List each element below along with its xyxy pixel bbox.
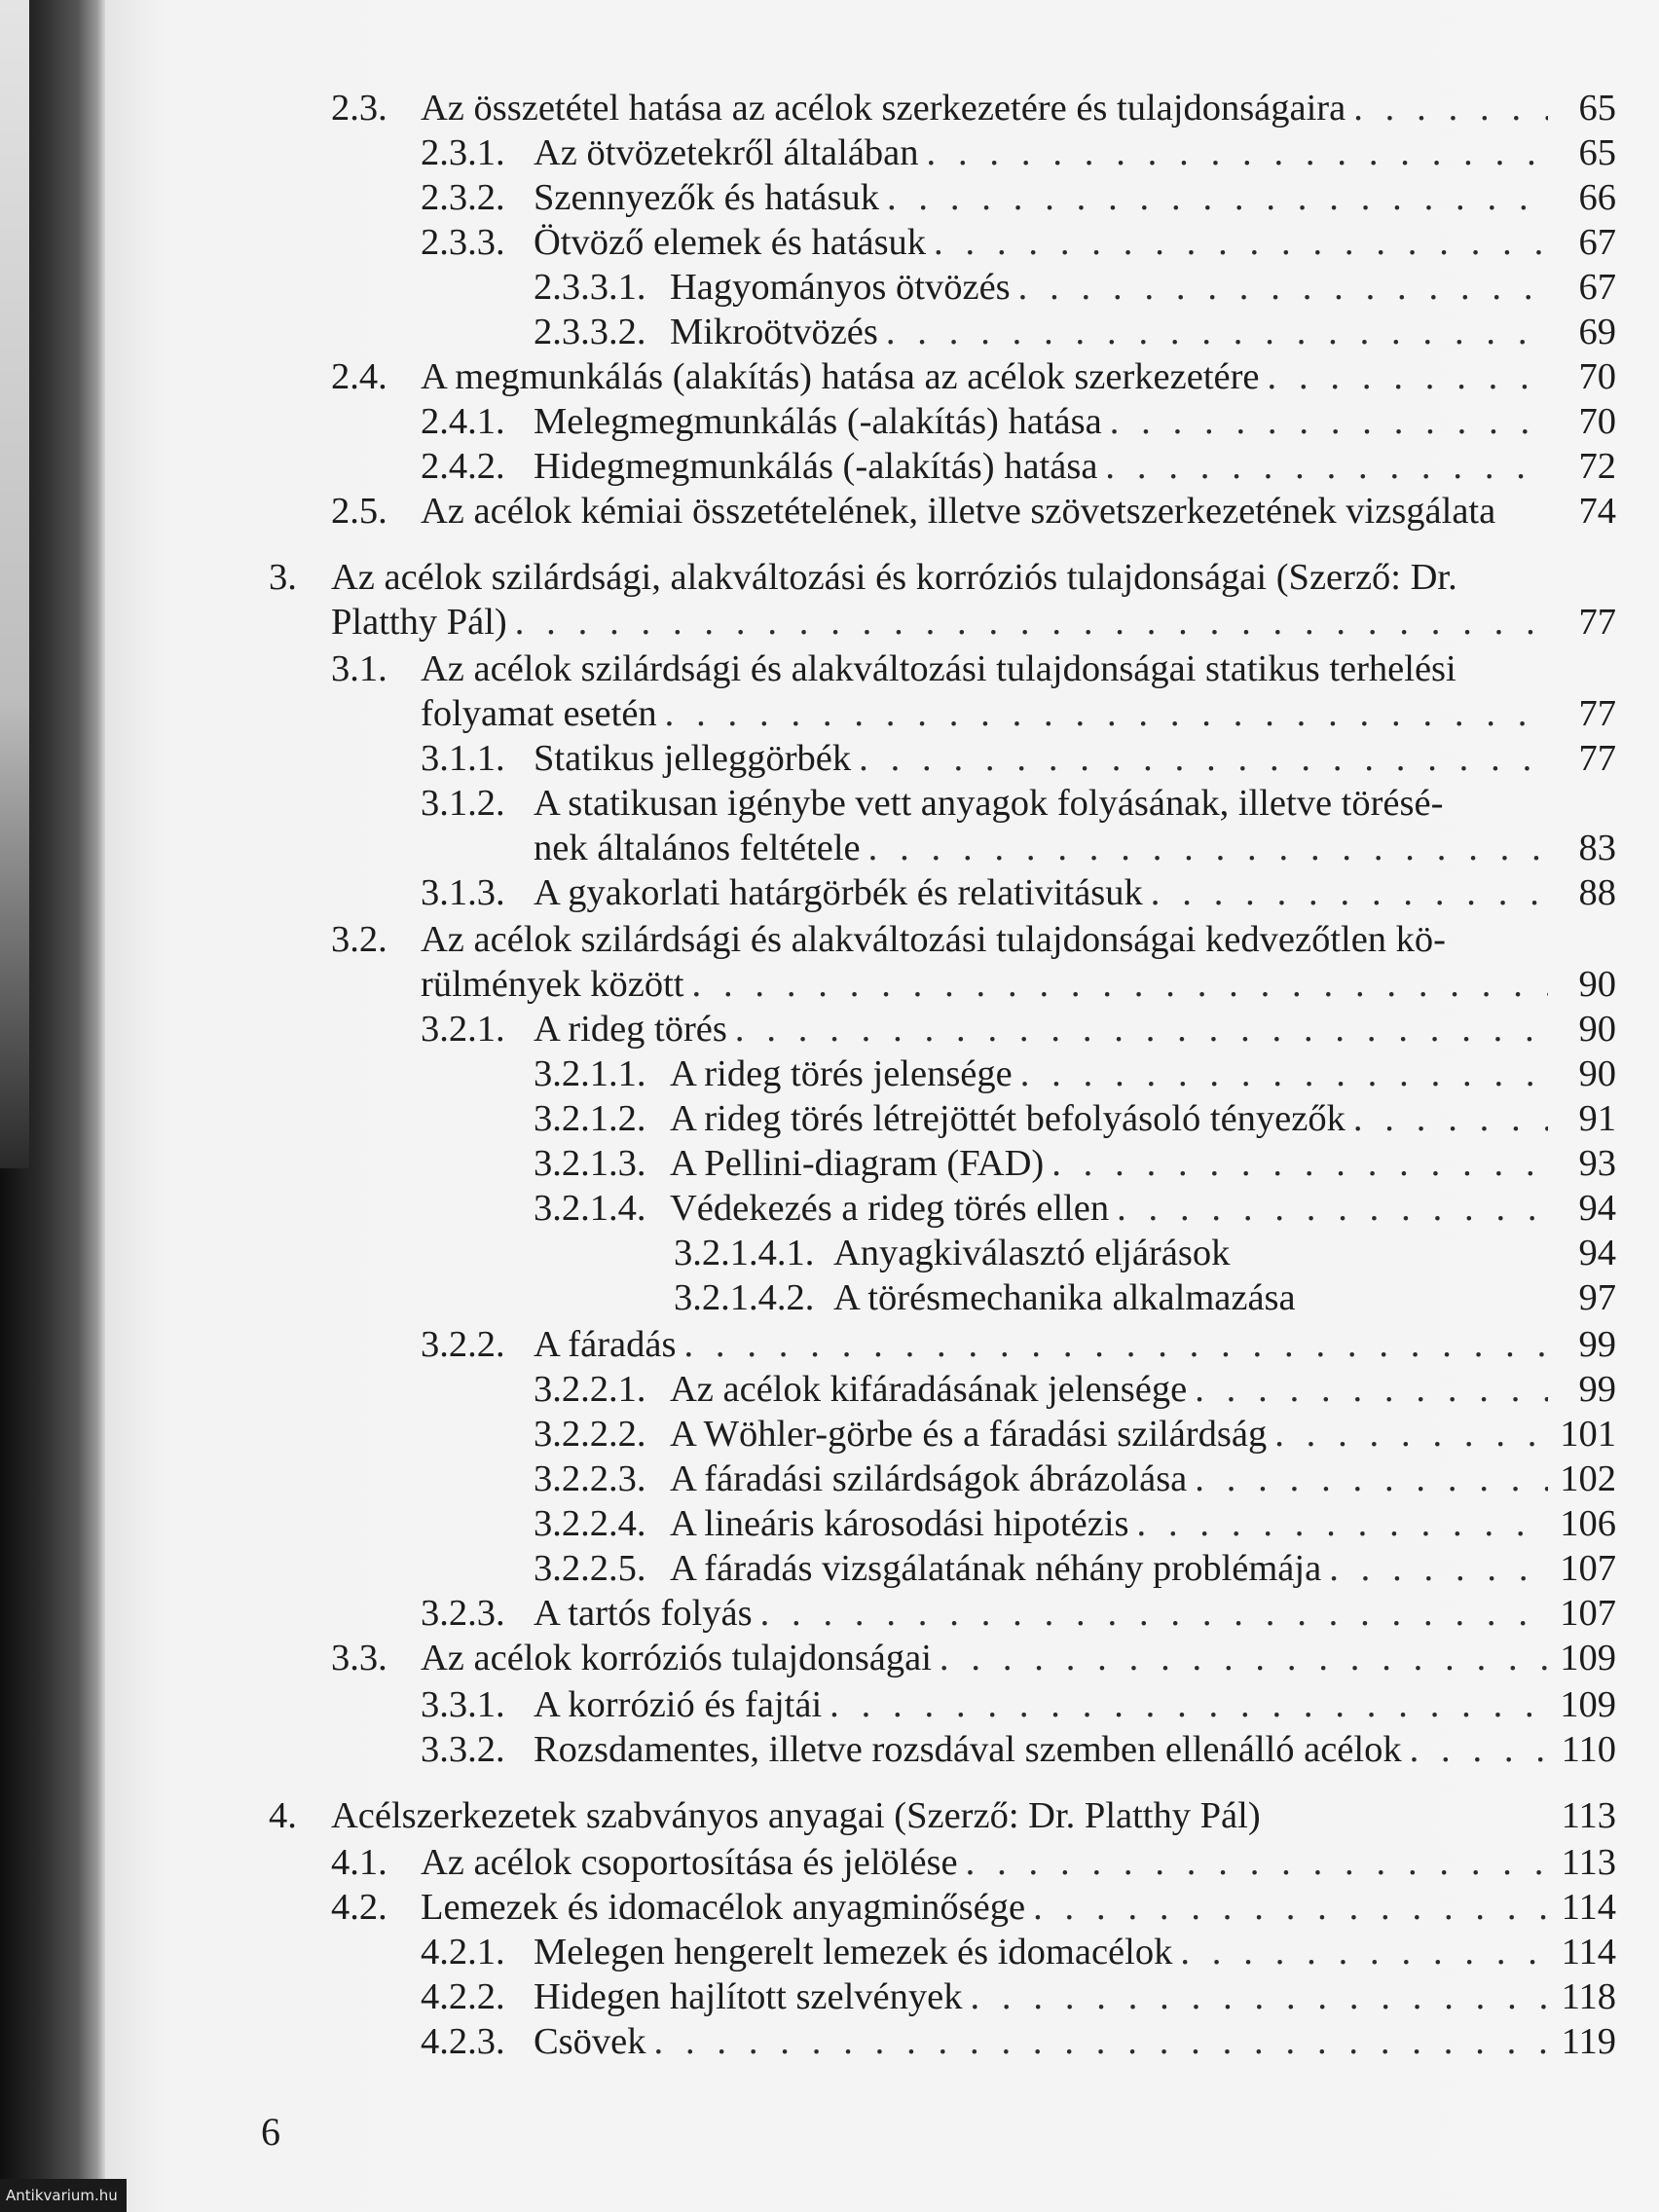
toc-entry bbox=[421, 175, 1616, 220]
toc-entry-title: Az acélok kémiai összetételének, illetve szövetszerkezetének vizsgálata bbox=[421, 491, 1496, 532]
toc-entry-number: 3.1. bbox=[331, 648, 387, 689]
toc-entry-title: Ötvöző elemek és hatásuk bbox=[534, 222, 927, 263]
toc-entry bbox=[421, 1682, 1616, 1727]
toc-entry bbox=[421, 1007, 1616, 1051]
toc-entry-title: A Wöhler-görbe és a fáradási szilárdság bbox=[670, 1414, 1268, 1455]
toc-entry-title: A korrózió és fajtái bbox=[534, 1684, 823, 1725]
toc-entry-title: Az acélok korróziós tulajdonságai bbox=[421, 1638, 932, 1678]
toc-entry-page: 90 bbox=[1578, 1009, 1616, 1050]
toc-entry-number: 3.2.3. bbox=[421, 1593, 505, 1634]
toc-entry-title: Hidegen hajlított szelvények bbox=[534, 1976, 963, 2017]
toc-entry-number: 3.3. bbox=[331, 1638, 387, 1678]
dot-leader bbox=[830, 1682, 1548, 1727]
toc-entry-title: A megmunkálás (alakítás) hatása az acélok szerkezetére bbox=[421, 356, 1260, 397]
toc-entry bbox=[534, 310, 1616, 354]
toc-entry bbox=[331, 600, 1616, 645]
toc-entry-page: 99 bbox=[1578, 1369, 1616, 1410]
toc-entry bbox=[534, 265, 1616, 310]
toc-entry-page: 113 bbox=[1561, 1842, 1616, 1883]
toc-entry bbox=[331, 86, 1616, 130]
toc-entry-title: Az acélok kifáradásának jelensége bbox=[670, 1369, 1188, 1410]
toc-entry-number: 3. bbox=[269, 557, 297, 598]
toc-entry-number: 3.2.2.3. bbox=[534, 1458, 646, 1499]
toc-entry-title: Hagyományos ötvözés bbox=[670, 267, 1011, 308]
dot-leader bbox=[683, 1322, 1548, 1367]
toc-entry-title: Az összetétel hatása az acélok szerkezetére és tulajdonságaira bbox=[421, 88, 1346, 129]
toc-entry bbox=[421, 1591, 1616, 1636]
toc-entry-page: 74 bbox=[1578, 491, 1616, 532]
toc-entry-page: 99 bbox=[1578, 1324, 1616, 1365]
dot-leader bbox=[1110, 399, 1548, 444]
toc-entry-title: A fáradás bbox=[534, 1324, 677, 1365]
toc-entry-title: nek általános feltétele bbox=[534, 828, 861, 868]
toc-entry bbox=[534, 1546, 1616, 1591]
toc-entry-number: 4.1. bbox=[331, 1842, 387, 1883]
toc-entry-title: Védekezés a rideg törés ellen bbox=[670, 1188, 1110, 1229]
dot-leader bbox=[1410, 1727, 1548, 1772]
toc-entry-title: Melegmegmunkálás (-alakítás) hatása bbox=[534, 401, 1102, 442]
toc-entry-number: 4.2.2. bbox=[421, 1976, 505, 2017]
toc-entry-page: 118 bbox=[1561, 1976, 1616, 2017]
toc-entry-title: A lineáris károsodási hipotézis bbox=[670, 1503, 1129, 1544]
toc-entry bbox=[421, 781, 1616, 826]
page-number: 6 bbox=[261, 2110, 280, 2154]
toc-entry-title: A rideg törés bbox=[534, 1009, 727, 1050]
toc-entry-title: Szennyezők és hatásuk bbox=[534, 177, 879, 218]
toc-entry-page: 91 bbox=[1578, 1098, 1616, 1139]
dot-leader bbox=[1353, 86, 1548, 130]
toc-entry-number: 3.3.2. bbox=[421, 1729, 505, 1770]
toc-entry bbox=[421, 2019, 1616, 2064]
dot-leader bbox=[970, 1974, 1548, 2019]
toc-entry bbox=[421, 444, 1616, 489]
toc-entry-number: 2.5. bbox=[331, 491, 387, 532]
toc-entry bbox=[421, 736, 1616, 781]
toc-entry bbox=[269, 555, 1616, 600]
dot-leader bbox=[927, 130, 1548, 175]
toc-entry-page: 67 bbox=[1578, 222, 1616, 263]
toc-entry-title: Hidegmegmunkálás (-alakítás) hatása bbox=[534, 446, 1098, 487]
toc-entry-page: 90 bbox=[1578, 1053, 1616, 1094]
toc-entry-page: 65 bbox=[1578, 88, 1616, 129]
toc-entry-page: 90 bbox=[1578, 964, 1616, 1005]
toc-entry bbox=[534, 1051, 1616, 1096]
dot-leader bbox=[966, 1840, 1548, 1885]
toc-entry-title: Az acélok szilárdsági és alakváltozási tulajdonságai statikus terhelési bbox=[421, 648, 1456, 689]
toc-entry-title: A rideg törés jelensége bbox=[670, 1053, 1013, 1094]
toc-entry-page: 107 bbox=[1560, 1593, 1616, 1634]
toc-entry-number: 2.3.1. bbox=[421, 132, 505, 173]
toc-entry bbox=[331, 489, 1616, 534]
toc-entry bbox=[534, 1141, 1616, 1186]
toc-entry-number: 2.3.3. bbox=[421, 222, 505, 263]
toc-entry-page: 110 bbox=[1561, 1729, 1616, 1770]
toc-entry-page: 119 bbox=[1561, 2021, 1616, 2062]
toc-entry-number: 2.3.3.2. bbox=[534, 312, 646, 352]
toc-entry-page: 65 bbox=[1578, 132, 1616, 173]
toc-entry-title: A tartós folyás bbox=[534, 1593, 753, 1634]
toc-entry-number: 2.3. bbox=[331, 88, 387, 129]
toc-entry-page: 106 bbox=[1560, 1503, 1616, 1544]
toc-entry-number: 3.2. bbox=[331, 919, 387, 960]
toc-entry-title: Az acélok csoportosítása és jelölése bbox=[421, 1842, 958, 1883]
toc-entry-number: 3.2.1.4. bbox=[534, 1188, 646, 1229]
toc-entry bbox=[331, 1840, 1616, 1885]
toc-entry-page: 94 bbox=[1578, 1188, 1616, 1229]
toc-entry-page: 101 bbox=[1560, 1414, 1616, 1455]
toc-entry bbox=[421, 220, 1616, 265]
toc-entry bbox=[534, 1186, 1616, 1231]
toc-entry-number: 4.2. bbox=[331, 1887, 387, 1928]
toc-entry bbox=[421, 1727, 1616, 1772]
toc-entry-title: A statikusan igénybe vett anyagok folyásának, illetve törésé- bbox=[534, 783, 1444, 824]
toc-entry-title: Acélszerkezetek szabványos anyagai (Szerző: Dr. Platthy Pál) bbox=[331, 1795, 1261, 1836]
toc-entry-number: 3.3.1. bbox=[421, 1684, 505, 1725]
toc-entry bbox=[421, 130, 1616, 175]
toc-entry-title: A gyakorlati határgörbék és relativitásuk bbox=[534, 872, 1143, 913]
toc-entry bbox=[421, 962, 1616, 1007]
toc-entry-page: 114 bbox=[1561, 1932, 1616, 1972]
toc-entry-title: Melegen hengerelt lemezek és idomacélok bbox=[534, 1932, 1173, 1972]
dot-leader bbox=[1180, 1930, 1548, 1974]
toc-entry bbox=[421, 1322, 1616, 1367]
toc-entry-page: 109 bbox=[1560, 1638, 1616, 1678]
toc-entry-title: Csövek bbox=[534, 2021, 646, 2062]
dot-leader bbox=[1329, 1546, 1548, 1591]
toc-entry bbox=[421, 399, 1616, 444]
toc-entry bbox=[534, 1501, 1616, 1546]
toc-entry bbox=[534, 1096, 1616, 1141]
toc-entry-number: 3.2.2.4. bbox=[534, 1503, 646, 1544]
toc-entry-page: 114 bbox=[1561, 1887, 1616, 1928]
toc-entry bbox=[269, 1793, 1616, 1838]
toc-entry-number: 2.4. bbox=[331, 356, 387, 397]
dot-leader bbox=[1051, 1141, 1548, 1186]
toc-entry-title: A fáradási szilárdságok ábrázolása bbox=[670, 1458, 1188, 1499]
toc-entry bbox=[421, 1974, 1616, 2019]
toc-entry-title: A fáradás vizsgálatának néhány problémája bbox=[670, 1548, 1322, 1589]
dot-leader bbox=[887, 175, 1548, 220]
toc-entry-title: Az ötvözetekről általában bbox=[534, 132, 919, 173]
toc-entry bbox=[534, 1456, 1616, 1501]
toc-entry-number: 3.2.1.4.1. bbox=[674, 1233, 815, 1273]
toc-entry bbox=[331, 917, 1616, 962]
toc-entry-page: 102 bbox=[1560, 1458, 1616, 1499]
dot-leader bbox=[1020, 1051, 1548, 1096]
page-edge-highlight bbox=[0, 0, 29, 1168]
toc-entry-number: 2.3.2. bbox=[421, 177, 505, 218]
dot-leader bbox=[940, 1636, 1548, 1680]
toc-entry-title: A Pellini-diagram (FAD) bbox=[670, 1143, 1045, 1184]
toc-entry-title: Platthy Pál) bbox=[331, 602, 507, 643]
toc-entry-page: 107 bbox=[1560, 1548, 1616, 1589]
dot-leader bbox=[886, 310, 1548, 354]
dot-leader bbox=[692, 962, 1549, 1007]
toc-entry-title: A törésmechanika alkalmazása bbox=[833, 1277, 1296, 1318]
toc-entry-title: Anyagkiválasztó eljárások bbox=[833, 1233, 1231, 1273]
toc-entry-number: 3.2.2.2. bbox=[534, 1414, 646, 1455]
toc-entry bbox=[331, 646, 1616, 691]
toc-entry-number: 3.2.2. bbox=[421, 1324, 505, 1365]
toc-entry-title: Az acélok szilárdsági és alakváltozási tulajdonságai kedvezőtlen kö- bbox=[421, 919, 1446, 960]
toc-entry bbox=[674, 1275, 1616, 1320]
toc-entry-page: 88 bbox=[1578, 872, 1616, 913]
toc-entry-title: Lemezek és idomacélok anyagminősége bbox=[421, 1887, 1026, 1928]
dot-leader bbox=[1195, 1367, 1548, 1412]
dot-leader bbox=[1268, 354, 1548, 399]
dot-leader bbox=[1274, 1412, 1548, 1456]
toc-entry-number: 2.4.2. bbox=[421, 446, 505, 487]
toc-entry-number: 3.2.1.4.2. bbox=[674, 1277, 815, 1318]
toc-entry-page: 70 bbox=[1578, 401, 1616, 442]
toc-entry-page: 77 bbox=[1578, 693, 1616, 734]
toc-entry-page: 109 bbox=[1560, 1684, 1616, 1725]
dot-leader bbox=[934, 220, 1548, 265]
toc-entry-number: 3.1.1. bbox=[421, 738, 505, 779]
toc-entry-title: rülmények között bbox=[421, 964, 684, 1005]
toc-entry bbox=[534, 1412, 1616, 1456]
dot-leader bbox=[735, 1007, 1548, 1051]
toc-entry-page: 83 bbox=[1578, 828, 1616, 868]
toc-entry bbox=[421, 1930, 1616, 1974]
toc-entry-page: 69 bbox=[1578, 312, 1616, 352]
toc-entry-number: 4.2.3. bbox=[421, 2021, 505, 2062]
toc-entry-title: folyamat esetén bbox=[421, 693, 657, 734]
toc-entry bbox=[331, 354, 1616, 399]
toc-entry-number: 3.2.1.1. bbox=[534, 1053, 646, 1094]
toc-entry-number: 3.2.2.1. bbox=[534, 1369, 646, 1410]
toc-entry-page: 97 bbox=[1578, 1277, 1616, 1318]
toc-entry-number: 3.2.2.5. bbox=[534, 1548, 646, 1589]
toc-entry-page: 66 bbox=[1578, 177, 1616, 218]
toc-entry-page: 77 bbox=[1578, 738, 1616, 779]
dot-leader bbox=[654, 2019, 1549, 2064]
dot-leader bbox=[1105, 444, 1548, 489]
dot-leader bbox=[1117, 1186, 1548, 1231]
dot-leader bbox=[1353, 1096, 1548, 1141]
toc-entry bbox=[421, 691, 1616, 736]
toc-entry-number: 4.2.1. bbox=[421, 1932, 505, 1972]
toc-entry-number: 3.2.1. bbox=[421, 1009, 505, 1050]
dot-leader bbox=[859, 736, 1548, 781]
toc-entry-title: A rideg törés létrejöttét befolyásoló tényezők bbox=[670, 1098, 1346, 1139]
toc-entry bbox=[421, 870, 1616, 915]
toc-entry bbox=[534, 1367, 1616, 1412]
toc-entry-number: 3.2.1.3. bbox=[534, 1143, 646, 1184]
dot-leader bbox=[1151, 870, 1548, 915]
dot-leader bbox=[868, 826, 1548, 870]
toc-entry-number: 2.3.3.1. bbox=[534, 267, 646, 308]
toc-entry-number: 3.1.3. bbox=[421, 872, 505, 913]
dot-leader bbox=[515, 600, 1548, 645]
dot-leader bbox=[1033, 1885, 1548, 1930]
toc-entry bbox=[331, 1885, 1616, 1930]
site-watermark: Antikvarium.hu bbox=[0, 2179, 127, 2212]
toc-entry-number: 4. bbox=[269, 1795, 297, 1836]
toc-entry bbox=[674, 1231, 1616, 1275]
toc-entry bbox=[331, 1636, 1616, 1680]
toc-entry bbox=[534, 826, 1616, 870]
dot-leader bbox=[1137, 1501, 1548, 1546]
toc-entry-number: 3.1.2. bbox=[421, 783, 505, 824]
dot-leader bbox=[1018, 265, 1548, 310]
toc-entry-page: 67 bbox=[1578, 267, 1616, 308]
toc-entry-page: 94 bbox=[1578, 1233, 1616, 1273]
toc-entry-title: Rozsdamentes, illetve rozsdával szemben ellenálló acélok bbox=[534, 1729, 1402, 1770]
dot-leader bbox=[760, 1591, 1548, 1636]
toc-entry-title: Statikus jelleggörbék bbox=[534, 738, 852, 779]
toc-entry-page: 113 bbox=[1561, 1795, 1616, 1836]
dot-leader bbox=[1195, 1456, 1548, 1501]
toc-entry-number: 2.4.1. bbox=[421, 401, 505, 442]
dot-leader bbox=[665, 691, 1548, 736]
toc-entry-page: 77 bbox=[1578, 602, 1616, 643]
toc-entry-title: Az acélok szilárdsági, alakváltozási és korróziós tulajdonságai (Szerző: Dr. bbox=[331, 557, 1457, 598]
toc-entry-page: 93 bbox=[1578, 1143, 1616, 1184]
toc-entry-number: 3.2.1.2. bbox=[534, 1098, 646, 1139]
toc-entry-title: Mikroötvözés bbox=[670, 312, 878, 352]
toc-entry-page: 70 bbox=[1578, 356, 1616, 397]
toc-entry-page: 72 bbox=[1578, 446, 1616, 487]
